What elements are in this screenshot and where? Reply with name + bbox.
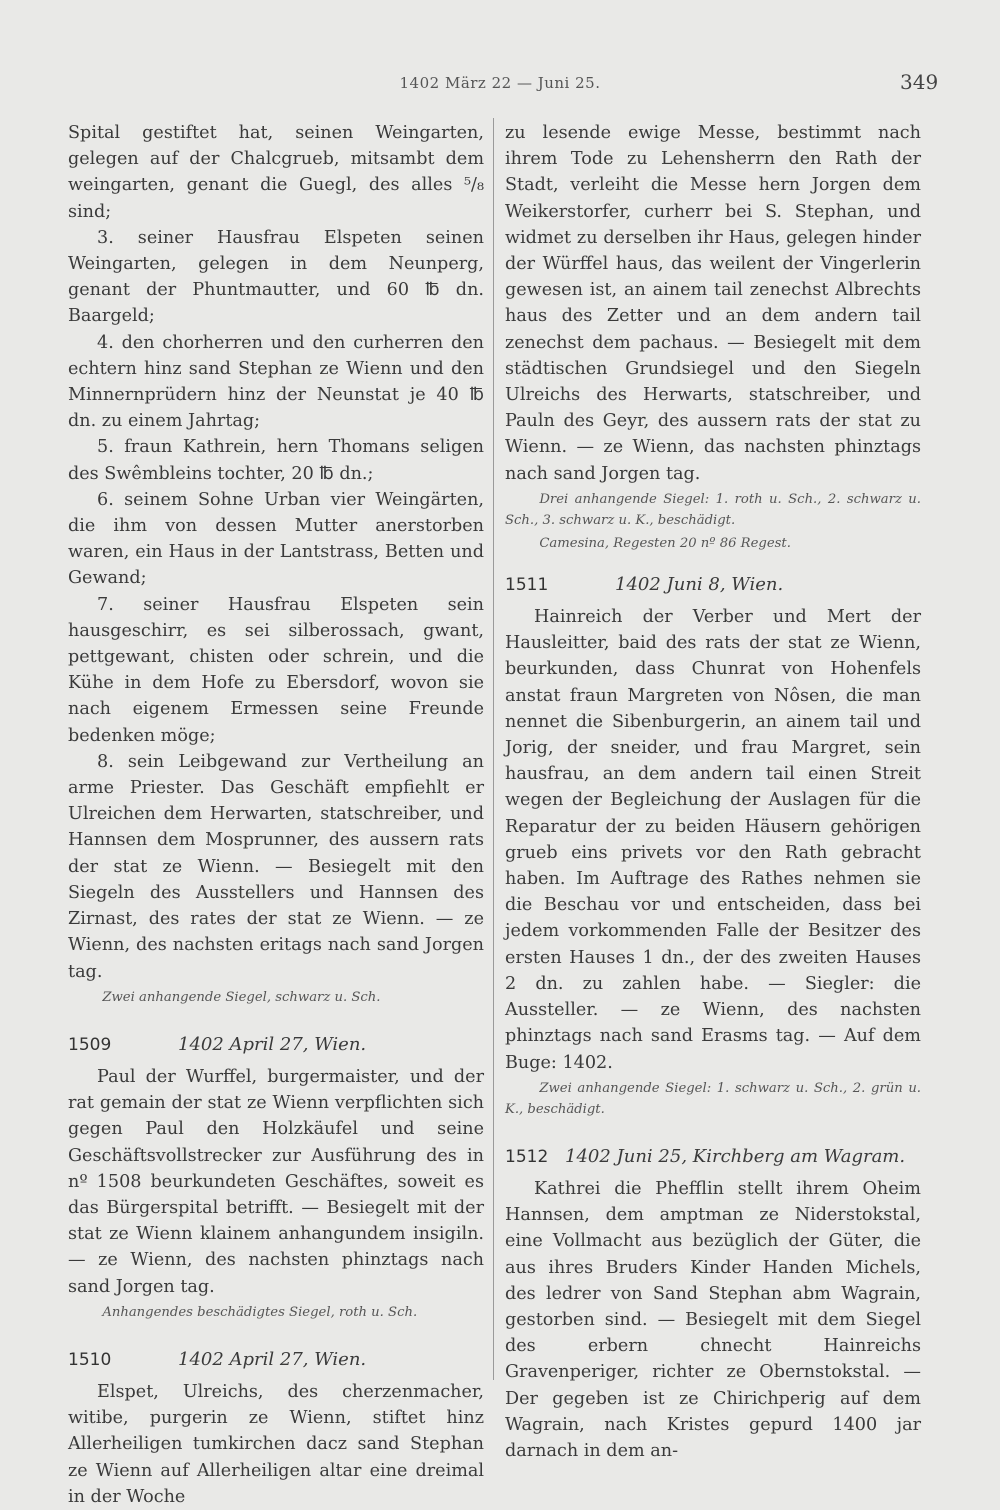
entry-date: 1402 April 27, Wien. [178,1348,367,1370]
entry-number: 1511 [505,574,549,595]
seal-note: Zwei anhangende Siegel: 1. schwarz u. Sch., 2. grün u. K., beschädigt. [505,1080,921,1117]
paragraph: 7. seiner Hausfrau Elspeten sein hausgeschirr, es sei silberossach, gwant, pettgewant, chisten oder schrein, und die Kühe in dem Hofe zu Ebersdorf, wovon sie nach eigenem Ermessen seine Freunde bedenken möge; [68,594,484,746]
paragraph: 3. seiner Hausfrau Elspeten seinen Weingarten, gelegen in dem Neunperg, genant der Phuntmautter, und 60 ℔ dn. Baargeld; [68,227,484,327]
entry-text: Elspet, Ulreichs, des cherzenmacher, witibe, purgerin ze Wienn, stiftet hinz Allerheiligen tumkirchen dacz sand Stephan ze Wienn auf Allerheiligen altar eine dreimal in der Woche [68,1381,484,1507]
entry-date: 1402 Juni 25, Kirchberg am Wagram. [565,1145,906,1167]
entry-heading [68,1347,484,1373]
column-divider [493,118,494,1380]
entry-heading [505,1144,921,1170]
running-title: 1402 März 22 — Juni 25. [399,74,601,92]
right-column [505,120,921,1464]
entry-text: Hainreich der Verber und Mert der Hausleitter, baid des rats der stat ze Wienn, beurkunden, dass Chunrat von Hohenfels anstat fraun Margreten von Nôsen, die man nennet die Sibenburgerin, an ainem tail und Jorig, der sneider, und frau Margret, sein hausfrau, an dem andern tail einen Streit wegen der Begleichung der Auslagen für die Reparatur der zu beiden Häusern gehörigen grueb eins privets vor den Rath gebracht haben. Im Auftrage des Rathes nehmen sie die Beschau vor und entscheiden, dass bei jedem vorkommenden Falle der Besitzer des ersten Hauses 1 dn., der des zweiten Hauses 2 dn. zu zahlen habe. — Siegler: die Aussteller. — ze Wienn, des nachsten phinztags nach sand Erasms tag. — Auf dem Buge: 1402. [505,607,921,1073]
entry-date: 1402 Juni 8, Wien. [615,573,784,595]
seal-note: Zwei anhangende Siegel, schwarz u. Sch. [102,989,381,1005]
entry-text: Kathrei die Phefflin stellt ihrem Oheim Hannsen, dem amptman ze Niderstokstal, eine Vollmacht aus bezüglich der Güter, die aus ihres Bruders Kinder Handen Michels, des ledrer von Sand Stephan abm Wagrain, gestorben sind. — Besiegelt mit dem Siegel des erbern chnecht Hainreichs Gravenperiger, richter ze Obernstokstal. — Der gegeben ist ze Chirichperig auf dem Wagrain, nach Kristes gepurd 1400 jar darnach in dem an- [505,1178,921,1461]
entry-number: 1512 [505,1146,549,1167]
entry-heading [505,572,921,598]
entry-number: 1509 [68,1034,112,1055]
entry-text: Paul der Wurffel, burgermaister, und der rat gemain der stat ze Wienn verpflichten sich gegen Paul den Holzkäufel und seine Geschäftsvollstrecker zur Ausführung des in nº 1508 beurkundeten Geschäftes, soweit es das Bürgerspital betrifft. — Besiegelt mit der stat ze Wienn klainem anhangundem insigiln. — ze Wienn, des nachsten phinztags nach sand Jorgen tag. [68,1066,484,1297]
entry-heading [68,1032,484,1058]
paragraph: 5. fraun Kathrein, hern Thomans seligen des Swêmbleins tochter, 20 ℔ dn.; [68,437,484,484]
seal-note: Drei anhangende Siegel: 1. roth u. Sch., 2. schwarz u. Sch., 3. schwarz u. K., beschädigt. [505,491,921,528]
citation-note: Camesina, Regesten 20 nº 86 Regest. [539,535,791,551]
paragraph: 4. den chorherren und den curherren den echtern hinz sand Stephan ze Wienn und den Minnernprüdern hinz der Neunstat je 40 ℔ dn. zu einem Jahrtag; [68,332,484,432]
left-column [68,120,484,1510]
entry-date: 1402 April 27, Wien. [178,1033,367,1055]
seal-note: Anhangendes beschädigtes Siegel, roth u. Sch. [102,1304,418,1320]
entry-number: 1510 [68,1349,112,1370]
paragraph: zu lesende ewige Messe, bestimmt nach ihrem Tode zu Lehensherrn den Rath der Stadt, verleiht die Messe hern Jorgen dem Weikerstorfer, curherr bei S. Stephan, und widmet zu derselben ihr Haus, gelegen hinder der Würffel haus, das weilent der Vingerlerin gewesen ist, an ainem tail zenechst Albrechts haus des Zetter und an dem andern tail zenechst dem pachaus. — Besiegelt mit dem städtischen Grundsiegel und den Siegeln Ulreichs des Herwarts, statschreiber, und Pauln des Geyr, des aussern rats der stat zu Wienn. — ze Wienn, das nachsten phinztags nach sand Jorgen tag. [505,123,921,484]
page-number: 349 [900,70,939,94]
paragraph: Spital gestiftet hat, seinen Weingarten, gelegen auf der Chalcgrueb, mitsambt dem weingarten, genant die Guegl, des alles ⁵/₈ sind; [68,123,484,222]
paragraph: 6. seinem Sohne Urban vier Weingärten, die ihm von dessen Mutter anerstorben waren, ein Haus in der Lantstrass, Betten und Gewand; [68,489,484,589]
paragraph: 8. sein Leibgewand zur Vertheilung an arme Priester. Das Geschäft empfiehlt er Ulreichen dem Herwarten, statschreiber, und Hannsen dem Mosprunner, des aussern rats der stat ze Wienn. — Besiegelt mit den Siegeln des Ausstellers und Hannsen des Zirnast, des rates der stat ze Wienn. — ze Wienn, des nachsten eritags nach sand Jorgen tag. [68,751,484,982]
